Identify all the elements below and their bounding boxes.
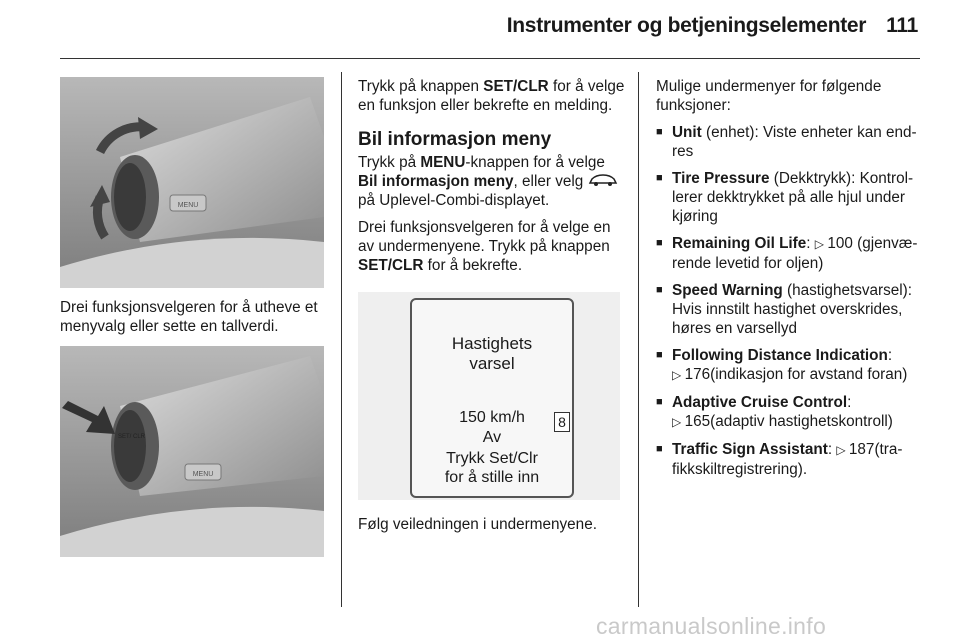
page-ref: 165 [684, 413, 711, 430]
stalk-rotate-illustration [60, 77, 324, 288]
speed-warning-display [410, 298, 574, 498]
submenu-item [656, 346, 924, 385]
submenu-item [656, 393, 924, 432]
set-clr-label: SET/ CLR [118, 434, 146, 440]
submenu-item [656, 440, 924, 479]
page-ref: 187 [848, 441, 875, 458]
display-hint: Trykk Set/Clr for å stille inn [444, 450, 540, 486]
set-clr-paragraph: Trykk på knappen SET/CLR for å velge en funksjon eller bekrefte en melding. [358, 78, 625, 114]
page-ref-arrow-icon: ▷ [672, 368, 685, 382]
submenu-item-text: Adaptive Cruise Control: ▷ 165(adaptiv hastighetskontroll) [672, 394, 893, 430]
stalk-press-illustration [60, 346, 324, 557]
middle-column [358, 77, 626, 283]
watermark: carmanualsonline.info [596, 613, 827, 639]
page-ref: 176 [684, 366, 711, 383]
bullet-icon: ■ [656, 349, 663, 361]
menu-paragraph: Trykk på MENU-knappen for å velge Bil informasjon meny, eller velg på Uplevel-Combi-displayet. [358, 153, 626, 210]
submenu-item [656, 281, 924, 338]
display-side-number: 8 [554, 412, 570, 432]
rotate-caption: Drei funksjonsvelgeren for å utheve et menyvalg eller sette en tallverdi. [60, 299, 318, 335]
bullet-icon: ■ [656, 237, 663, 249]
bullet-icon: ■ [656, 126, 663, 138]
page-ref: 100 [827, 235, 853, 252]
page-ref-arrow-icon: ▷ [836, 443, 849, 457]
submenu-intro: Mulige undermenyer for følgende funksjoner: [656, 78, 882, 114]
car-icon [588, 173, 618, 190]
submenu-item-text: Unit (enhet): Viste enheter kan end-res [672, 124, 917, 160]
left-caption [60, 298, 330, 344]
submenu-item-text: Remaining Oil Life: ▷ 100 (gjenvæ-rende levetid for oljen) [672, 235, 918, 272]
menu-button-label-2: MENU [192, 471, 214, 478]
stalk-press-photo [60, 346, 324, 557]
submenu-item [656, 169, 924, 226]
bullet-icon: ■ [656, 284, 663, 296]
submenu-paragraph: Drei funksjonsvelgeren for å velge en av undermenyene. Trykk på knappen SET/CLR for å bekrefte. [358, 219, 611, 274]
page-title: Instrumenter og betjeningselementer [506, 14, 867, 37]
page-number: 111 [886, 14, 918, 37]
submenu-list [656, 123, 924, 479]
right-column [656, 77, 924, 487]
follow-note [358, 515, 626, 542]
bullet-icon: ■ [656, 172, 663, 184]
column-divider-right [638, 72, 639, 607]
submenu-item [656, 123, 924, 161]
page-ref-arrow-icon: ▷ [672, 415, 685, 429]
bullet-icon: ■ [656, 443, 663, 455]
section-heading: Bil informasjon meny [358, 129, 552, 150]
bullet-icon: ■ [656, 396, 663, 408]
display-speed: 150 km/h [459, 409, 525, 426]
header-divider [60, 58, 920, 59]
display-state: Av [482, 429, 502, 446]
display-title: Hastighets varsel [451, 334, 533, 373]
page-ref-arrow-icon: ▷ [814, 237, 828, 251]
submenu-item-text: Traffic Sign Assistant: ▷ 187(tra-fikkskiltregistrering). [672, 441, 903, 478]
submenu-item-text: Tire Pressure (Dekktrykk): Kontrol-lerer dekktrykket på alle hjul under kjøring [672, 170, 914, 225]
column-divider-left [341, 72, 342, 607]
submenu-item-text: Following Distance Indication: ▷ 176(indikasjon for avstand foran) [672, 347, 908, 383]
display-illustration [358, 292, 620, 500]
stalk-rotate-photo [60, 77, 324, 288]
submenu-item [656, 234, 924, 273]
page-header [0, 14, 918, 38]
follow-paragraph: Følg veiledningen i undermenyene. [358, 516, 597, 533]
submenu-item-text: Speed Warning (hastighetsvarsel): Hvis innstilt hastighet overskrides, høres en varsellyd [672, 282, 913, 337]
menu-button-label: MENU [177, 202, 199, 209]
